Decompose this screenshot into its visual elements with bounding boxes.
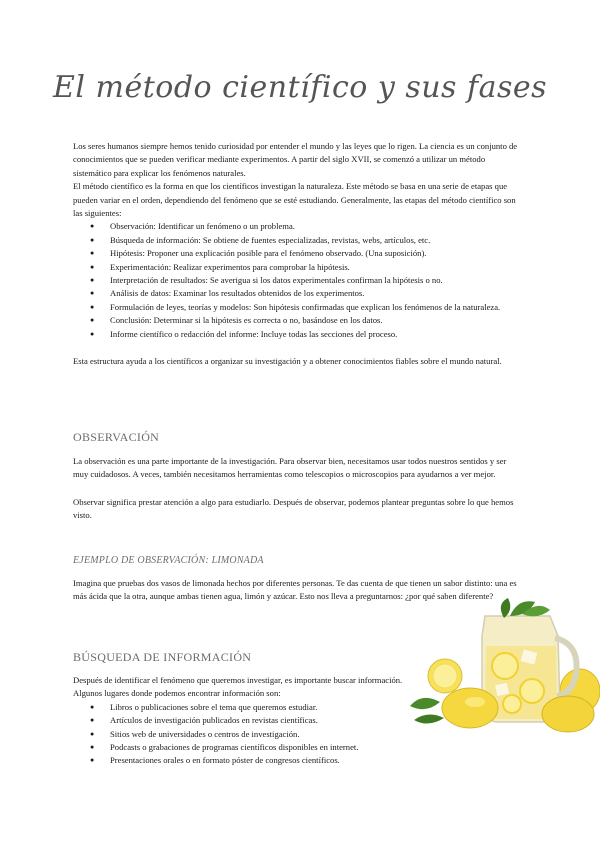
method-steps-list	[73, 220, 523, 341]
intro-paragraph-3: Esta estructura ayuda a los científicos a organizar su investigación y a obtener conocimientos fiables sobre el mundo natural.	[73, 356, 502, 367]
observacion-paragraph-2: Observar significa prestar atención a algo para estudiarlo. Después de observar, podemos plantear preguntas sobre lo que hemos visto.	[73, 496, 514, 521]
list-item: ● Experimentación: Realizar experimentos para comprobar la hipótesis.	[110, 261, 523, 274]
list-item: ● Análisis de datos: Examinar los resultados obtenidos de los experimentos.	[110, 287, 523, 300]
list-item: ● Observación: Identificar un fenómeno o un problema.	[110, 220, 523, 233]
list-item: ● Sitios web de universidades o centros de investigación.	[110, 728, 530, 741]
ejemplo-heading: EJEMPLO DE OBSERVACIÓN: LIMONADA	[73, 555, 264, 566]
list-item: ● Presentaciones orales o en formato póster de congresos científicos.	[110, 754, 530, 767]
observacion-paragraph-1: La observación es una parte importante de la investigación. Para observar bien, necesitamos usar todos nuestros sentidos y ser muy cuidadosos. A veces, también necesitamos herramientas como telescopios o microscopios para ayudarnos a ver mejor.	[73, 456, 507, 480]
intro-section	[73, 140, 523, 369]
busqueda-paragraph: Después de identificar el fenómeno que queremos investigar, es importante buscar información. Algunos lugares donde podemos encontrar información son:	[73, 675, 403, 699]
list-item: ● Artículos de investigación publicados en revistas científicas.	[110, 714, 530, 727]
busqueda-heading: BÚSQUEDA DE INFORMACIÓN	[73, 650, 252, 664]
list-item: ● Libros o publicaciones sobre el tema que queremos estudiar.	[110, 701, 530, 714]
ejemplo-paragraph: Imagina que pruebas dos vasos de limonada hechos por diferentes personas. Te das cuenta de que tienen un sabor distinto: una es más ácida que la otra, aunque ambas tienen agua, limón y azúcar. Esto nos lleva a preguntarnos: ¿por qué saben diferente?	[73, 578, 517, 602]
intro-paragraph-2: El método científico es la forma en que los científicos investigan la naturaleza. Este método se basa en una serie de etapas que pueden variar en el orden, dependiendo del fenómeno que se esté estudiando. Generalmente, las etapas del método científico son las siguientes:	[73, 181, 516, 219]
observacion-section	[73, 455, 523, 523]
intro-paragraph-1: Los seres humanos siempre hemos tenido curiosidad por entender el mundo y las leyes que lo rigen. La ciencia es un conjunto de conocimientos que se pueden verificar mediante experimentos. A partir del siglo XVII, se comenzó a utilizar un método sistemático para explicar los fenómenos naturales.	[73, 141, 518, 178]
observacion-heading: OBSERVACIÓN	[73, 430, 160, 444]
list-item: ● Conclusión: Determinar si la hipótesis es correcta o no, basándose en los datos.	[110, 314, 523, 327]
document-title: El método científico y sus fases	[52, 70, 548, 105]
list-item: ● Formulación de leyes, teorías y modelos: Son hipótesis confirmadas que explican los fenómenos de la naturaleza.	[110, 301, 523, 314]
list-item: ● Podcasts o grabaciones de programas científicos disponibles en internet.	[110, 741, 530, 754]
list-item: ● Búsqueda de información: Se obtiene de fuentes especializadas, revistas, webs, artículos, etc.	[110, 234, 523, 247]
list-item: ● Hipótesis: Proponer una explicación posible para el fenómeno observado. (Una suposición).	[110, 247, 523, 260]
lemonade-pitcher-image	[400, 596, 600, 736]
list-item: ● Interpretación de resultados: Se averigua si los datos experimentales confirman la hipótesis o no.	[110, 274, 523, 287]
list-item: ● Informe científico o redacción del informe: Incluye todas las secciones del proceso.	[110, 328, 523, 341]
busqueda-section	[73, 674, 403, 768]
